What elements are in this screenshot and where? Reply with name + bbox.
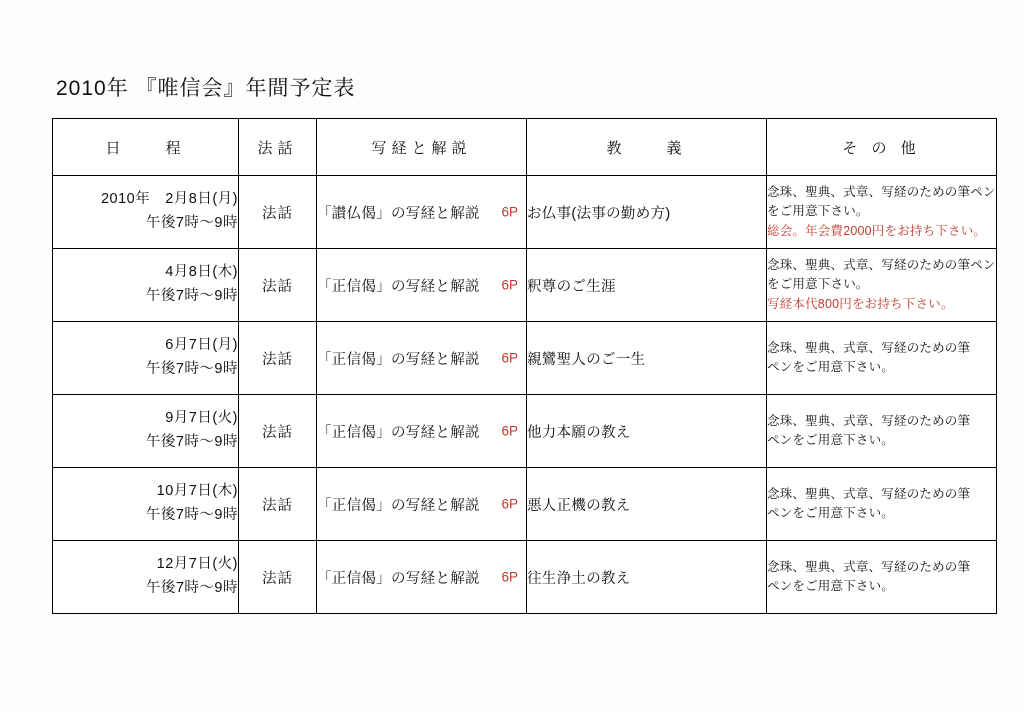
table-row	[53, 395, 997, 468]
note-line: をご用意下さい。	[767, 204, 869, 219]
cell-date: 12月7日(火) 午後7時〜9時	[53, 541, 239, 614]
sutra-text: 「正信偈」の写経と解説	[317, 497, 480, 514]
page-count-badge: 6P	[501, 350, 518, 366]
table-row	[53, 176, 997, 249]
cell-doctrine: 釈尊のご生涯	[527, 249, 767, 322]
cell-other	[767, 249, 997, 322]
note-line: 念珠、聖典、式章、写経のための筆ペン	[767, 257, 996, 272]
table-header-row	[53, 119, 997, 176]
sutra-text: 「讃仏偈」の写経と解説	[317, 205, 480, 222]
page-count-badge: 6P	[501, 569, 518, 585]
cell-date: 10月7日(木) 午後7時〜9時	[53, 468, 239, 541]
cell-doctrine: 悪人正機の教え	[527, 468, 767, 541]
cell-other	[767, 322, 997, 395]
column-header-sutra-copy: 写経と解説	[317, 119, 527, 176]
note-line: 念珠、聖典、式章、写経のための筆	[767, 340, 971, 355]
cell-date: 9月7日(火) 午後7時〜9時	[53, 395, 239, 468]
cell-date: 2010年 2月8日(月) 午後7時〜9時	[53, 176, 239, 249]
page-count-badge: 6P	[501, 277, 518, 293]
cell-other	[767, 541, 997, 614]
table-header	[53, 119, 997, 176]
column-header-talk: 法話	[239, 119, 317, 176]
sutra-text: 「正信偈」の写経と解説	[317, 351, 480, 368]
cell-date: 4月8日(木) 午後7時〜9時	[53, 249, 239, 322]
note-line: 念珠、聖典、式章、写経のための筆	[767, 559, 971, 574]
column-header-doctrine: 教 義	[527, 119, 767, 176]
column-header-other: そ の 他	[767, 119, 997, 176]
note-line: ペンをご用意下さい。	[767, 360, 895, 374]
note-line: ペンをご用意下さい。	[767, 433, 895, 447]
note-line: ペンをご用意下さい。	[767, 579, 895, 593]
cell-talk: 法話	[239, 249, 317, 322]
note-line: ペンをご用意下さい。	[767, 506, 895, 520]
note-line-highlight: 写経本代800円をお持ち下さい。	[767, 296, 954, 311]
cell-sutra-copy	[317, 249, 527, 322]
cell-doctrine: 往生浄土の教え	[527, 541, 767, 614]
cell-sutra-copy	[317, 468, 527, 541]
cell-talk: 法話	[239, 541, 317, 614]
cell-sutra-copy	[317, 176, 527, 249]
cell-doctrine: 親鸞聖人のご一生	[527, 322, 767, 395]
cell-talk: 法話	[239, 176, 317, 249]
column-header-date: 日 程	[53, 119, 239, 176]
page-count-badge: 6P	[501, 423, 518, 439]
cell-other	[767, 395, 997, 468]
note-line: をご用意下さい。	[767, 277, 869, 292]
note-line: 念珠、聖典、式章、写経のための筆	[767, 486, 971, 501]
table-body	[53, 176, 997, 614]
cell-sutra-copy	[317, 395, 527, 468]
table-row	[53, 541, 997, 614]
page-count-badge: 6P	[501, 496, 518, 512]
note-line-highlight: 総会。年会費2000円をお持ち下さい。	[767, 223, 987, 238]
cell-doctrine: お仏事(法事の勤め方)	[527, 176, 767, 249]
annual-schedule-table	[52, 118, 997, 614]
cell-talk: 法話	[239, 395, 317, 468]
cell-other	[767, 468, 997, 541]
sutra-text: 「正信偈」の写経と解説	[317, 278, 480, 295]
sutra-text: 「正信偈」の写経と解説	[317, 570, 480, 587]
note-line: 念珠、聖典、式章、写経のための筆ペン	[767, 184, 996, 199]
cell-doctrine: 他力本願の教え	[527, 395, 767, 468]
page-count-badge: 6P	[501, 204, 518, 220]
cell-sutra-copy	[317, 322, 527, 395]
page-title: 2010年 『唯信会』年間予定表	[56, 77, 356, 100]
cell-date: 6月7日(月) 午後7時〜9時	[53, 322, 239, 395]
table-row	[53, 468, 997, 541]
cell-talk: 法話	[239, 468, 317, 541]
cell-other	[767, 176, 997, 249]
cell-sutra-copy	[317, 541, 527, 614]
cell-talk: 法話	[239, 322, 317, 395]
table-row	[53, 322, 997, 395]
note-line: 念珠、聖典、式章、写経のための筆	[767, 413, 971, 428]
sutra-text: 「正信偈」の写経と解説	[317, 424, 480, 441]
table-row	[53, 249, 997, 322]
